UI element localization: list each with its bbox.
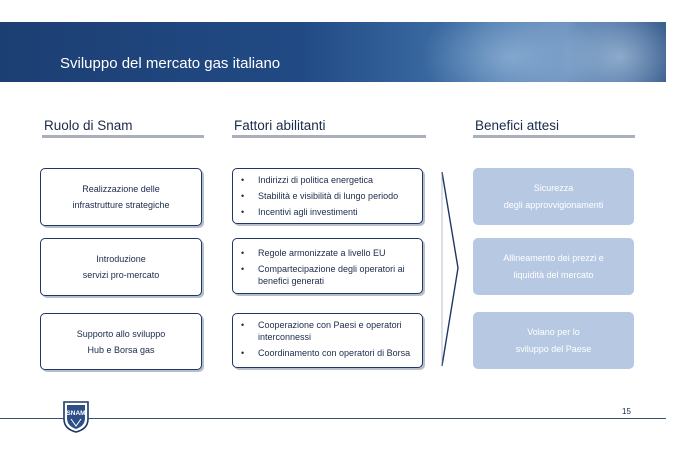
factor-bullet: • Incentivi agli investimenti bbox=[241, 207, 358, 217]
column-rule bbox=[473, 135, 635, 138]
role-line: Introduzione bbox=[96, 254, 146, 264]
role-line: Realizzazione delle bbox=[82, 184, 160, 194]
role-line: Supporto allo sviluppo bbox=[76, 328, 166, 339]
role-line: servizi pro-mercato bbox=[82, 270, 160, 280]
benefit-line: Volano per lo bbox=[527, 326, 580, 337]
column-title-factors: Fattori abilitanti bbox=[234, 118, 326, 133]
benefit-line: Allineamento dei prezzi e bbox=[503, 252, 604, 263]
benefit-box bbox=[473, 168, 634, 225]
factor-bullet: • Indirizzi di politica energetica bbox=[241, 175, 374, 185]
benefit-box bbox=[473, 312, 634, 369]
factor-bullet: • Cooperazione con Paesi e operatori interconnessi bbox=[241, 320, 402, 342]
factor-box bbox=[232, 313, 423, 368]
factor-box bbox=[232, 168, 423, 224]
role-box bbox=[40, 313, 202, 370]
role-line: infrastrutture strategiche bbox=[72, 200, 170, 210]
column-title-role: Ruolo di Snam bbox=[44, 118, 133, 133]
page-number: 15 bbox=[622, 407, 631, 416]
banner-highlight bbox=[560, 22, 666, 82]
title-banner bbox=[0, 22, 666, 82]
column-title-benefits: Benefici attesi bbox=[475, 118, 560, 133]
factor-box bbox=[232, 238, 423, 294]
role-box bbox=[40, 238, 202, 296]
factor-bullet: • Regole armonizzate a livello EU bbox=[241, 248, 386, 258]
factor-bullet: • Coordinamento con operatori di Borsa bbox=[241, 348, 411, 358]
benefit-box bbox=[473, 238, 634, 295]
column-rule bbox=[42, 135, 204, 138]
snam-logo-icon bbox=[61, 399, 91, 433]
benefit-line: liquidità del mercato bbox=[513, 269, 594, 280]
logo-text: SNAM bbox=[66, 410, 86, 417]
factor-bullet: • Compartecipazione degli operatori ai benefici generati bbox=[241, 264, 405, 286]
role-box bbox=[40, 168, 202, 226]
column-rule bbox=[232, 135, 426, 138]
footer-rule bbox=[0, 418, 666, 419]
chevron-arrow-icon bbox=[440, 170, 462, 370]
benefit-line: Sicurezza bbox=[533, 182, 574, 193]
slide-title: Sviluppo del mercato gas italiano bbox=[60, 55, 281, 72]
benefit-line: sviluppo del Paese bbox=[515, 343, 592, 354]
factor-bullet: • Stabilità e visibilità di lungo periodo bbox=[241, 191, 399, 201]
benefit-line: degli approvvigionamenti bbox=[503, 199, 604, 210]
role-line: Hub e Borsa gas bbox=[87, 344, 155, 355]
